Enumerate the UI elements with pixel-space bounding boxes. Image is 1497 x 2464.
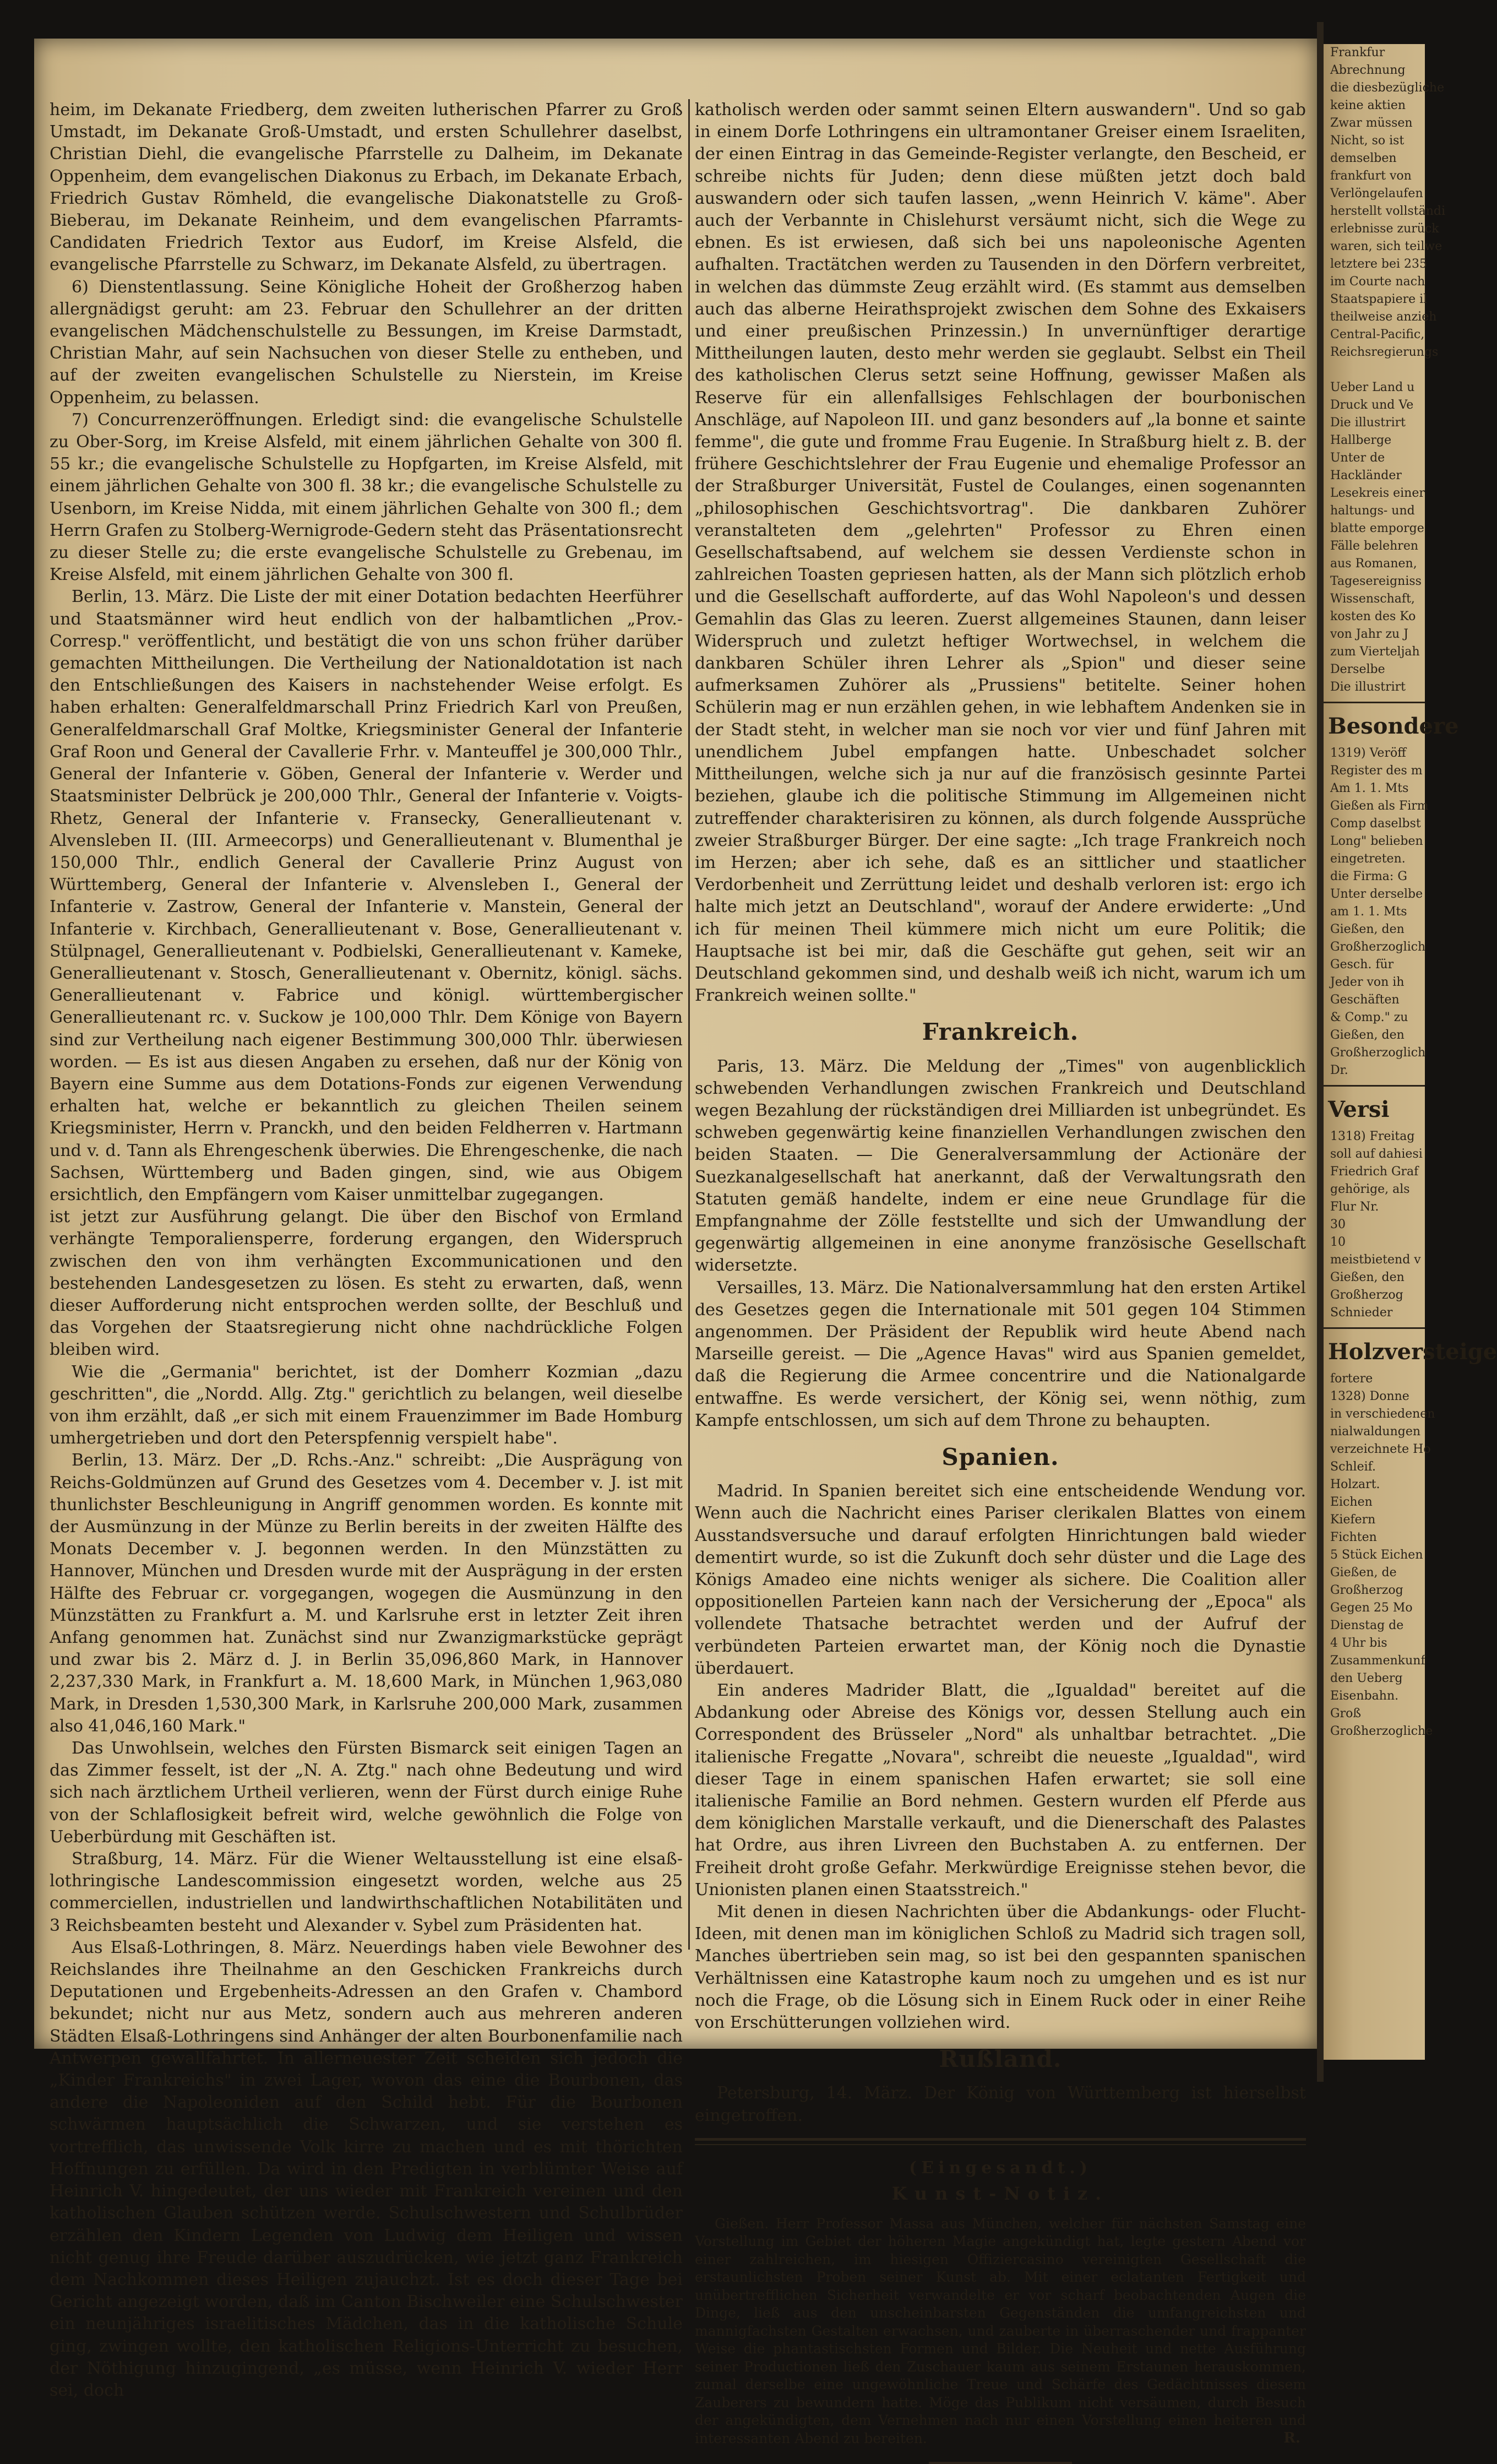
adjacent-line: Jeder von ih (1330, 975, 1405, 989)
adjacent-line: Fälle belehren (1330, 539, 1419, 553)
section-heading-spanien: Spanien. (941, 1443, 1059, 1470)
adjacent-line: blatte emporge (1330, 522, 1424, 535)
kunst-notiz-title: Kunst-Notiz. (891, 2183, 1109, 2204)
adjacent-line: erlebnisse zurück (1330, 222, 1439, 236)
paragraph: heim, im Dekanate Friedberg, dem zweiten lutherischen Pfarrer zu Groß Umstadt, im Dekanate Groß-Umstadt, und ersten Schullehrer daselbst, Christian Diehl, die evangelische Pfarrstelle zu Dalheim, im Dekanate Oppenheim, dem evangelischen Diakonus zu Erbach, im Dekanate Erbach, Friedrich Gustav Römheld, die evangelische Diakonatstelle zu Groß-Bieberau, im Dekanate Reinheim, und dem evangelischen Pfarramts-Candidaten Friedrich Textor aus Eudorf, im Kreise Alsfeld, die evangelische Pfarrstelle zu Schwarz, im Dekanate Alsfeld, zu übertragen. (50, 100, 683, 275)
adjacent-line: haltungs- und (1330, 504, 1415, 518)
paragraph: Paris, 13. März. Die Meldung der „Times" von augenblicklich schwebenden Verhandlungen zwischen Frankreich und Deutschland wegen Bezahlung der rückständigen drei Milliarden ist unbegründet. Es schweben gegenwärtig keine finanziellen Verhandlungen zwischen den beiden Staaten. — Die Generalversammlung der Actionäre der Suezkanalgesellschaft hat anerkannt, daß der Verwaltungsrath den Statuten gemäß handelte, indem er eine neue Grundlage für die Empfangnahme der Zölle feststellte und sich der Umwandlung der gegenwärtig allgemeinen in eine anonyme französische Gesellschaft widersetzte. (695, 1056, 1306, 1276)
adjacent-line: waren, sich teilwe (1330, 240, 1442, 253)
paragraph: Straßburg, 14. März. Für die Wiener Weltausstellung ist eine elsaß-lothringische Landescommission eingesetzt worden, welche aus 25 commerciellen, industriellen und landwirthschaftlichen Notabilitäten und 3 Reichsbeamten besteht und Alexander v. Sybel zum Präsidenten hat. (50, 1849, 683, 1935)
paragraph: Wie die „Germania" berichtet, ist der Domherr Kozmian „dazu geschritten", die „Nordd. Allg. Ztg." gerichtlich zu belangen, weil dieselbe von ihm erzählt, daß „er sich mit einem Frauenzimmer im Bade Homburg umhergetrieben und dort den Peterspfennig verspielt habe". (50, 1362, 683, 1448)
adjacent-line: Lesekreis einer (1330, 486, 1425, 500)
adjacent-heading: Versi (1328, 1097, 1390, 1122)
adjacent-line: Zwar müssen (1330, 116, 1413, 130)
paragraph: Petersburg, 14. März. Der König von Württemberg ist hierselbst eingetroffen. (695, 2083, 1306, 2125)
adjacent-line: Großherzog (1330, 1288, 1403, 1302)
adjacent-line: Hallberge (1330, 433, 1392, 447)
adjacent-line: Staatspapiere il (1330, 292, 1428, 306)
adjacent-line: Gießen, den (1330, 1271, 1405, 1284)
adjacent-line: & Comp." zu (1330, 1011, 1408, 1024)
adjacent-line: Dienstag de (1330, 1619, 1404, 1632)
adjacent-line: Gießen als Firm (1330, 799, 1429, 813)
adjacent-heading: Besondere (1328, 713, 1459, 739)
adjacent-line: Schnieder (1330, 1306, 1393, 1320)
adjacent-line: fortere (1330, 1372, 1373, 1386)
adjacent-line: Nicht, so ist (1330, 134, 1405, 148)
separator-thin (695, 2144, 1306, 2145)
separator (1324, 1085, 1425, 1087)
left-column-text (50, 99, 683, 2402)
adjacent-line: Ueber Land u (1330, 381, 1415, 394)
adjacent-line: Friedrich Graf (1330, 1165, 1419, 1179)
adjacent-line: den Ueberg (1330, 1671, 1403, 1685)
adjacent-line: von Jahr zu J (1330, 627, 1409, 641)
adjacent-line: Reichsregierungs (1330, 345, 1439, 359)
separator (1324, 702, 1425, 703)
adjacent-line: Zusammenkunf (1330, 1654, 1425, 1668)
adjacent-line: Verlöngelaufen (1330, 187, 1423, 200)
adjacent-line: Gießen, den (1330, 922, 1405, 936)
adjacent-line: Hackländer (1330, 469, 1402, 482)
adjacent-line: Register des m (1330, 764, 1423, 778)
adjacent-line: Gesch. für (1330, 958, 1394, 972)
eingesandt-label: (Eingesandt.) (909, 2158, 1092, 2178)
adjacent-line: Unter de (1330, 451, 1385, 465)
adjacent-line: meistbietend v (1330, 1253, 1421, 1267)
adjacent-page-block (1324, 44, 1446, 696)
adjacent-line: Gießen, den (1330, 1028, 1405, 1042)
adjacent-line: Holzart. (1330, 1478, 1380, 1491)
adjacent-line: aus Romanen, (1330, 557, 1417, 571)
adjacent-line: Dr. (1330, 1063, 1348, 1077)
adjacent-line: Central-Pacific, (1330, 328, 1425, 341)
adjacent-line: herstellt vollständi (1330, 204, 1446, 218)
section-heading-russland: Rußland. (939, 2045, 1062, 2073)
adjacent-page-block (1324, 1370, 1435, 1740)
kunst-notiz-signature: R. (1283, 2430, 1300, 2447)
adjacent-line: Wissenschaft, (1330, 592, 1415, 606)
adjacent-line: im Courte nach (1330, 275, 1425, 289)
adjacent-line: Die illustrirt (1330, 416, 1406, 430)
separator-thick (695, 2138, 1306, 2141)
separator-short (929, 2462, 1072, 2464)
adjacent-page-fragment (1324, 44, 1497, 2060)
kunst-notiz-text (695, 2215, 1306, 2448)
adjacent-line: die diesbezügliche (1330, 81, 1445, 95)
right-column-text (695, 99, 1306, 2127)
adjacent-line: die Firma: G (1330, 870, 1407, 883)
adjacent-line: frankfurt von (1330, 169, 1412, 183)
paragraph: Aus Elsaß-Lothringen, 8. März. Neuerdings haben viele Bewohner des Reichslandes ihre Theilnahme an den Geschicken Frankreichs durch Deputationen und Ergebenheits-Adressen an den Grafen v. Chambord bekundet; nicht nur aus Metz, sondern auch aus mehreren anderen Städten Elsaß-Lothringens sind Anhänger der alten Bourbonenfamilie nach Antwerpen gewallfahrtet. In allerneuester Zeit scheiden sich jedoch die „Kinder Frankreichs" in zwei Lager, wovon das eine die Bourbonen, das andere die Napoleoniden auf den Schild hebt. Für die Bourbonen schwärmen hauptsächlich die Schwarzen, und sie verstehen es vortrefflich, das unwissende Volk kirre zu machen und es mit thörichten Hoffnungen zu erfüllen. Da wird in den Predigten in verblümter Weise auf Heinrich V. hingedeutet, der uns wieder mit Frankreich vereinen und den katholischen Glauben schützen werde. Schulschwestern und Schulbrüder erzählen den Kindern Legenden von Ludwig dem Heiligen und wissen nicht genug ihre Freude darüber auszudrücken, wie jetzt ganz Frankreich dem Nachkommen dieses Heiligen zujauchzt. Ist es doch dieser Tage bei Gericht angezeigt worden, daß im Canton Bischweiler eine Schulschwester ein neunjähriges israelitisches Mädchen, das in die katholische Schule ging, zwingen wollte, den katholischen Religions-Unterricht zu besuchen, der Nöthigung hinzugingend, „es müsse, wenn Heinrich V. wieder Herr sei, doch (50, 1937, 683, 2400)
adjacent-line: letztere bei 235 (1330, 257, 1427, 271)
paragraph: katholisch werden oder sammt seinen Eltern auswandern". Und so gab in einem Dorfe Lothringens ein ultramontaner Greiser einem Israeliten, der einen Eintrag in das Gemeinde-Register verlangte, den Bescheid, er schreibe nichts für Juden; denn diese müßten jetzt doch bald auswandern oder sich taufen lassen, „wenn Heinrich V. käme". Aber auch der Verbannte in Chislehurst versäumt nicht, sich die Wege zu ebnen. Es ist erwiesen, daß sich bei uns napoleonische Agenten aufhalten. Tractätchen werden zu Tausenden in den Dörfern verbreitet, in welchen das dümmste Zeug erzählt wird. (Es stammt aus demselben auch das alberne Heirathsprojekt zwischen dem Sohne des Exkaisers und einer preußischen Prinzessin.) In unvernünftiger derartige Mittheilungen lauten, desto mehr werden sie geglaubt. Selbst ein Theil des katholischen Clerus setzt seine Hoffnung, gewisser Maßen als Reserve für ein allenfallsiges Fehlschlagen der bourbonischen Anschläge, auf Napoleon III. und ganz besonders auf „la bonne et sainte femme", die gute und fromme Frau Eugenie. In Straßburg hielt z. B. der frühere Geschichtslehrer der Frau Eugenie und ehemalige Professor an der Straßburger Universität, Fustel de Coulanges, einen sogenannten „philosophischen Geschichtsvortrag". Die dankbaren Zuhörer veranstalteten dem „gelehrten" Professor zu Ehren einen Gesellschaftsabend, auf welchem sie dessen Verdienste schon in zahlreichen Toasten gepriesen hatten, als der Mann sich plötzlich erhob und die Gesellschaft aufforderte, auf das Wohl Napoleon's und dessen Gemahlin das Glas zu leeren. Zuerst allgemeines Staunen, dann leiser Widerspruch und zuletzt heftiger Wortwechsel, in welchem die dankbaren Schüler ihren Lehrer als „Spion" und dieser seine aufmerksamen Zuhörer als „Prussiens" betitelte. Seiner hohen Schülerin mag er nun erzählen gehen, in wie lebhaftem Andenken sie in der Stadt steht, in welcher man sie noch vor vier und fünf Jahren mit unendlichem Jubel empfangen hatte. Unbeschadet solcher Mittheilungen, welche sich ja nur auf die französisch gesinnte Partei beziehen, glaube ich die politische Stimmung im Allgemeinen nicht zutreffender charakterisiren zu können, als durch folgende Aussprüche zweier Straßburger Bürger. Der eine sagte: „Ich trage Frankreich noch im Herzen; aber ich sehe, daß es an sittlicher und staatlicher Verdorbenheit und Zerrüttung leidet und deshalb verloren ist: ergo ich halte mich jetzt an Deutschland", worauf der Andere erwiderte: „Und ich für meinen Theil kümmere mich nicht um eure Politik; die Hauptsache ist bei mir, daß die Geschäfte gut gehen, seit wir an Deutschland gekommen sind, und deshalb weiß ich nicht, warum ich um Frankreich weinen sollte." (695, 100, 1306, 1006)
adjacent-line: Unter derselbe (1330, 887, 1423, 901)
adjacent-line: Kiefern (1330, 1513, 1376, 1527)
paragraph: 6) Dienstentlassung. Seine Königliche Hoheit der Großherzog haben allergnädigst geruht: am 23. Februar den Schullehrer an der dritten evangelischen Mädchenschulstelle zu Bessungen, im Kreise Darmstadt, Christian Mahr, auf sein Nachsuchen von dieser Stelle zu entheben, und auf der zweiten evangelischen Schulstelle zu Nierstein, im Kreise Oppenheim, zu belassen. (50, 277, 683, 408)
paragraph: Gießen. Herr Professor Massa aus München, welcher für nächsten Samstag eine Vorstellung im Gebiet der höheren Magie angekündigt hat, legte gestern Abend vor einer zahlreichen, im hiesigen Offiziercasino vereinigten Gesellschaft die erstaunlichsten Proben seiner Kunst ab. Mit einer eclatanten Fertigkeit und unübertrefflichen Sicherheit verwandelte er vor scharf beobachtenden Augen die Dinge, ließ aus den unscheinbarsten Gegenständen die umfangreichsten und mannigfachsten Gestalten erwachsen, und zauberte in überraschender und frappanter Weise die phantastischsten Formen und Bilder. Die Neuheit und nette Ausführung seiner Productionen ließ den Zuschauer kaum aus seinem Erstaunen herauskommen, zumal derselbe eine ungewöhnliche Treue und Schärfe des Gedächtnisses diesem Zauberers zu bewundern hatte. Möge das Publikum nicht versäumen, durch Besuch der angekündigten, dem Vernehmen nach nur einen Vorstellung einen heiteren und interessanten Abend zu bereiten. (695, 2215, 1306, 2446)
section-heading-frankreich: Frankreich. (922, 1018, 1079, 1046)
adjacent-page-block (1324, 745, 1429, 1079)
adjacent-line: Schleif. (1330, 1460, 1376, 1474)
paragraph: 7) Concurrenzeröffnungen. Erledigt sind: die evangelische Schulstelle zu Ober-Sorg, im Kreise Alsfeld, mit einem jährlichen Gehalte von 300 fl. 55 kr.; die evangelische Schulstelle zu Hopfgarten, im Kreise Alsfeld, mit einem jährlichen Gehalte von 300 fl. 38 kr.; die evangelische Schulstelle zu Usenborn, im Kreise Nidda, mit einem jährlichen Gehalte von 300 fl.; dem Herrn Grafen zu Stolberg-Wernigrode-Gedern steht das Präsentationsrecht zu dieser Stelle zu; die erste evangelische Schulstelle zu Grebenau, im Kreise Alsfeld, mit einem jährlichen Gehalte von 300 fl. (50, 410, 683, 585)
adjacent-line: Long" belieben (1330, 834, 1423, 848)
adjacent-line: Am 1. 1. Mts (1330, 781, 1409, 795)
adjacent-line: 30 (1330, 1218, 1346, 1231)
adjacent-line: 4 Uhr bis (1330, 1636, 1387, 1650)
paragraph: Versailles, 13. März. Die Nationalversammlung hat den ersten Artikel des Gesetzes gegen die Internationale mit 501 gegen 104 Stimmen angenommen. Der Präsident der Republik wird heute Abend nach Marseille gereist. — Die „Agence Havas" wird aus Spanien gemeldet, daß die Regierung die Armee concentrire und die Nationalgarde entwaffne. Es werde versichert, der König sei, wenn nöthig, zum Kampfe entschlossen, um sich auf dem Throne zu behaupten. (695, 1278, 1306, 1430)
adjacent-line: Abrechnung (1330, 63, 1406, 77)
paragraph: Madrid. In Spanien bereitet sich eine entscheidende Wendung vor. Wenn auch die Nachricht eines Pariser clerikalen Blattes von einem Ausstandsversuche und darauf erfolgten Hinrichtungen bald wieder dementirt wurde, so ist die Zukunft doch sehr düster und die Lage des Königs Amadeo eine nichts weniger als sichere. Die Coalition aller oppositionellen Parteien kann nach der Versicherung der „Epoca" als vollendete Thatsache betrachtet werden und der Aufruf der verbündeten Parteien erwartet man, der König noch die Dynastie überdauert. (695, 1481, 1306, 1678)
adjacent-line: 1318) Freitag (1330, 1130, 1415, 1143)
adjacent-line: Derselbe (1330, 663, 1385, 676)
adjacent-line: Groß (1330, 1707, 1362, 1721)
separator (1324, 1327, 1425, 1329)
adjacent-line: Großherzoglich (1330, 1046, 1426, 1060)
paragraph: ist jetzt zur Ausführung gelangt. Die über den Bischof von Ermland verhängte Temporaliensperre, forderung ergangen, den Widerspruch zwischen den von ihm verhängten Excommunicationen und den bestehenden Landesgesetzen zu lösen. Es steht zu erwarten, daß, wenn dieser Aufforderung nicht entsprochen werden sollte, der Beschluß und das Vorgehen der Staatsregierung nicht ohne nachdrückliche Folgen bleiben wird. (50, 1207, 683, 1360)
adjacent-line: am 1. 1. Mts (1330, 905, 1407, 919)
adjacent-line: zum Vierteljah (1330, 645, 1420, 659)
adjacent-line: Großherzog (1330, 1583, 1403, 1597)
adjacent-line: gehörige, als (1330, 1182, 1410, 1196)
adjacent-line: Großherzoglich (1330, 940, 1426, 954)
adjacent-line: 1319) Veröff (1330, 746, 1406, 760)
left-column (50, 99, 683, 2400)
adjacent-heading: Holzversteige (1328, 1339, 1497, 1365)
adjacent-line: eingetreten. (1330, 852, 1406, 866)
adjacent-line: verzeichnete Ho (1330, 1442, 1431, 1456)
adjacent-line: Flur Nr. (1330, 1200, 1379, 1214)
adjacent-line: Fichten (1330, 1530, 1377, 1544)
adjacent-line: 5 Stück Eichen (1330, 1548, 1423, 1562)
paragraph: Ein anderes Madrider Blatt, die „Igualdad" bereitet auf die Abdankung oder Abreise des Königs vor, dessen Stellung auch ein Correspondent des Brüsseler „Nord" als unhaltbar betrachtet. „Die italienische Fregatte „Novara", schreibt die neueste „Igualdad", wird dieser Tage in einem spanischen Hafen erwartet; sie soll eine italienische Familie an Bord nehmen. Gestern wurden elf Pferde aus dem königlichen Marstalle verkauft, und die Dienerschaft des Palastes hat Ordre, aus ihren Livreen den Buchstaben A. zu entfernen. Der Freiheit droht große Gefahr. Merkwürdige Ereignisse stehen bevor, die Unionisten planen einen Staatsstreich." (695, 1681, 1306, 1899)
adjacent-line: 10 (1330, 1235, 1346, 1249)
column-divider (688, 99, 690, 1950)
adjacent-line (1324, 361, 1425, 379)
adjacent-line: Druck und Ve (1330, 398, 1414, 412)
right-column (695, 99, 1306, 2447)
adjacent-line: Geschäften (1330, 993, 1400, 1007)
paragraph: Berlin, 13. März. Die Liste der mit einer Dotation bedachten Heerführer und Staatsmänner wird heut endlich von der halbamtlichen „Prov.-Corresp." veröffentlicht, und bestätigt die von uns schon früher darüber gemachten Mittheilungen. Die Vertheilung der Nationaldotation ist nach den Entschließungen des Kaisers in nachstehender Weise erfolgt. Es haben erhalten: Generalfeldmarschall Prinz Friedrich Karl von Preußen, Generalfeldmarschall Graf Moltke, Kriegsminister General der Infanterie Graf Roon und General der Cavallerie Frhr. v. Manteuffel je 300,000 Thlr., General der Infanterie v. Göben, General der Infanterie v. Werder und Staatsminister Delbrück je 200,000 Thlr., General der Infanterie v. Voigts-Rhetz, General der Infanterie v. Fransecky, Generallieutenant v. Alvensleben II. (III. Armeecorps) und Generallieutenant v. Blumenthal je 150,000 Thlr., endlich General der Cavallerie Prinz August von Württemberg, General der Infanterie v. Alvensleben I., General der Infanterie v. Zastrow, General der Infanterie v. Manstein, General der Infanterie v. Kirchbach, Generallieutenant v. Bose, Generallieutenant v. Stülpnagel, Generallieutenant v. Podbielski, Generallieutenant v. Kameke, Generallieutenant v. Stosch, Generallieutenant v. Obernitz, königl. sächs. Generallieutenant v. Fabrice und königl. württembergischer Generallieutenant rc. v. Suckow je 100,000 Thlr. Dem Könige von Bayern sind zur Vertheilung nach eigener Bestimmung 300,000 Thlr. überwiesen worden. — Es ist aus diesen Angaben zu ersehen, daß nur der König von Bayern eine Summe aus dem Dotations-Fonds zur eigenen Verwendung erhalten hat, welche er bekanntlich zu gleichen Theilen seinem Kriegsminister, Herrn v. Pranckh, und den beiden Feldherren v. Hartmann und v. d. Tann als Ehrengeschenk überwies. Die Ehrengeschenke, die nach Sachsen, Württemberg und Baden gingen, sind, wie aus Obigem ersichtlich, den Empfängern vom Kaiser unmittelbar zugegangen. (50, 587, 683, 1204)
adjacent-line: Eisenbahn. (1330, 1689, 1399, 1703)
adjacent-line: 1328) Donne (1330, 1390, 1409, 1403)
adjacent-line: in verschiedenen (1330, 1407, 1435, 1421)
adjacent-line: kosten des Ko (1330, 610, 1416, 623)
page-gutter (1317, 22, 1324, 2082)
paragraph: Berlin, 13. März. Der „D. Rchs.-Anz." schreibt: „Die Ausprägung von Reichs-Goldmünzen auf Grund des Gesetzes vom 4. December v. J. ist mit thunlichster Beschleunigung in Angriff genommen worden. Es konnte mit der Ausmünzung in der Münze zu Berlin bereits in der zweiten Hälfte des Monats December v. J. begonnen werden. In den Münzstätten zu Hannover, München und Dresden wurde mit der Ausprägung in der ersten Hälfte des Februar cr. vorgegangen, wogegen die Ausmünzung in den Münzstätten zu Frankfurt a. M. und Karlsruhe erst in letzter Zeit ihren Anfang genommen hat. Zunächst sind nur Zwanzigmarkstücke geprägt und zwar bis 2. März d. J. in Berlin 35,096,860 Mark, in Hannover 2,237,330 Mark, in Frankfurt a. M. 18,600 Mark, in München 1,963,080 Mark, in Dresden 1,530,300 Mark, in Karlsruhe 200,000 Mark, zusammen also 41,046,160 Mark." (50, 1451, 683, 1736)
paragraph: Das Unwohlsein, welches den Fürsten Bismarck seit einigen Tagen an das Zimmer fesselt, ist der „N. A. Ztg." nach ohne Bedeutung und wird sich nach ärztlichem Urtheil verlieren, wenn der Fürst durch einige Ruhe von der Schlaflosigkeit befreit wird, welche gewöhnlich die Folge von Ueberbürdung mit Geschäften ist. (50, 1739, 683, 1847)
adjacent-line: nialwaldungen (1330, 1425, 1421, 1439)
adjacent-line: Gießen, de (1330, 1566, 1397, 1580)
adjacent-line: demselben (1330, 151, 1397, 165)
adjacent-line: Frankfur (1330, 46, 1385, 59)
adjacent-line: theilweise anzieh (1330, 310, 1437, 324)
adjacent-line: Gegen 25 Mo (1330, 1601, 1413, 1615)
paragraph: Mit denen in diesen Nachrichten über die Abdankungs- oder Flucht-Ideen, mit denen man im königlichen Schloß zu Madrid sich tragen soll, Manches übertrieben sein mag, so ist bei den gespannten spanischen Verhältnissen eine Katastrophe kaum noch zu umgehen und es ist nur noch die Frage, ob die Lösung sich in Einem Ruck oder in einer Reihe von Erschütterungen vollziehen wird. (695, 1902, 1306, 2033)
adjacent-line: soll auf dahiesi (1330, 1147, 1423, 1161)
adjacent-line: Eichen (1330, 1495, 1373, 1509)
adjacent-line: keine aktien (1330, 99, 1406, 112)
adjacent-line: Comp daselbst (1330, 817, 1421, 831)
adjacent-line: Großherzogliche (1330, 1724, 1433, 1738)
adjacent-line: Die illustrirt (1330, 680, 1406, 694)
adjacent-line: Tagesereigniss (1330, 574, 1422, 588)
adjacent-page-block (1324, 1128, 1425, 1322)
